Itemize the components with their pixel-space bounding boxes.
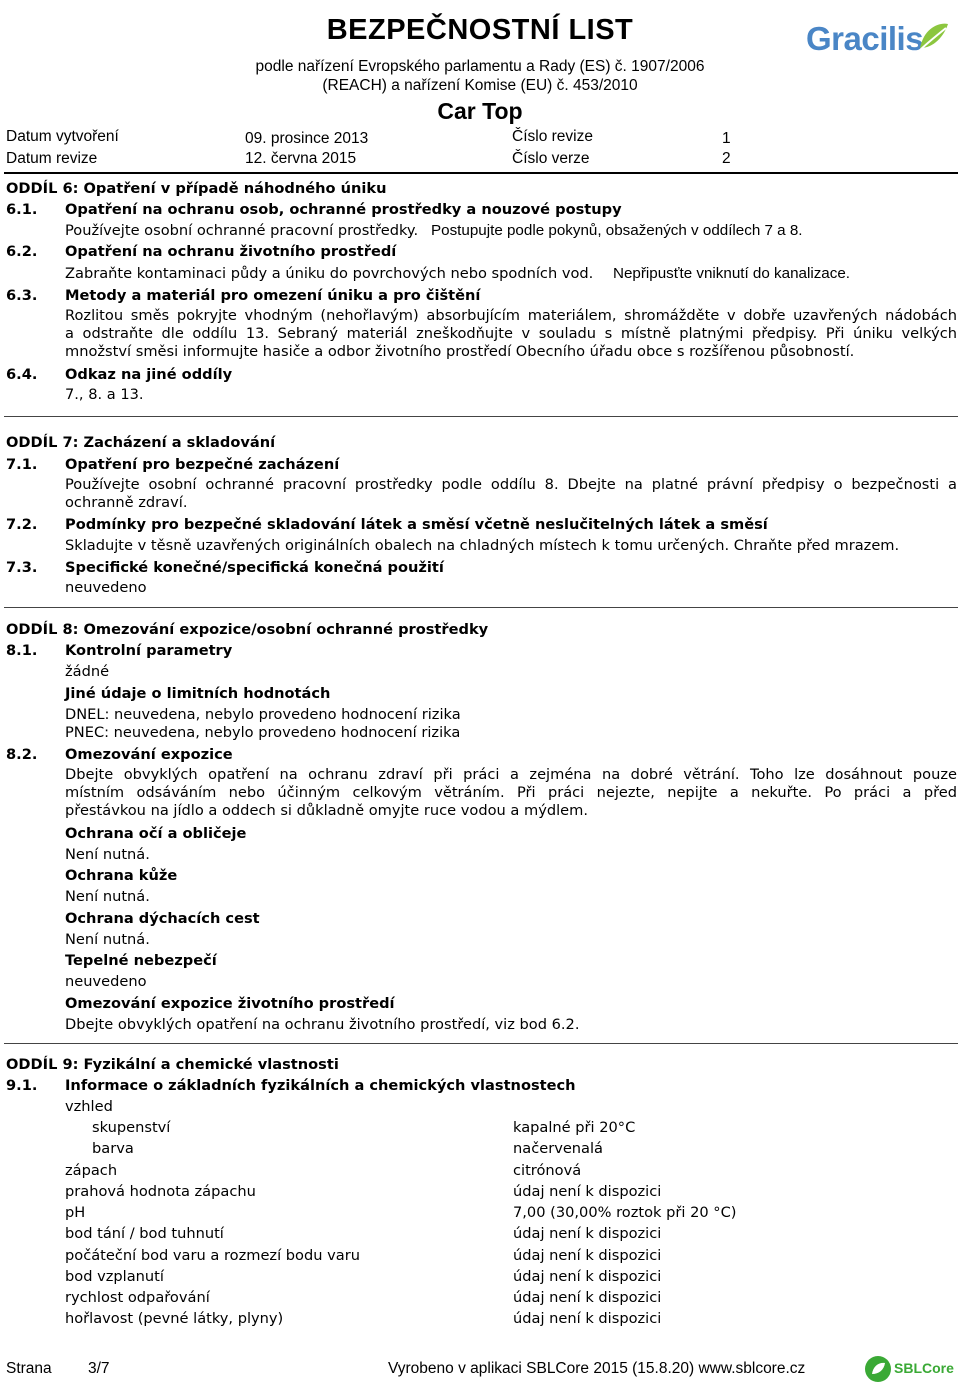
section-7-1-number: 7.1. — [6, 456, 38, 473]
page-number: 3/7 — [88, 1360, 110, 1377]
section-7-3-text: neuvedeno — [65, 579, 147, 596]
revised-label: Datum revize — [6, 150, 98, 167]
header-divider — [4, 172, 958, 174]
section-8-1-number: 8.1. — [6, 642, 38, 659]
thermal-hazard-heading: Tepelné nebezpečí — [65, 952, 217, 969]
property-value: údaj není k dispozici — [513, 1310, 662, 1327]
version-label: Číslo verze — [512, 150, 590, 167]
section-6-2-number: 6.2. — [6, 243, 38, 260]
section-8-2-text-b: místním odsáváním nebo účinným celkovým větráním. Při práci nejezte, nepijte a nekuřte. Po práci a před — [65, 784, 957, 801]
section-6-1-number: 6.1. — [6, 201, 38, 218]
skin-protection-heading: Ochrana kůže — [65, 867, 178, 884]
property-value: údaj není k dispozici — [513, 1225, 662, 1242]
appearance-label: vzhled — [65, 1098, 113, 1115]
thermal-hazard-text: neuvedeno — [65, 973, 147, 990]
gracilis-logo-text: Gracilis — [806, 20, 924, 57]
section-8-2-text-a: Dbejte obvyklých opatření na ochranu zdraví při práci a zejména na dobré větrání. Toho lze dosáhnout pouze — [65, 766, 957, 783]
created-value: 09. prosince 2013 — [245, 130, 369, 147]
generator-note: Vyrobeno v aplikaci SBLCore 2015 (15.8.20) www.sblcore.cz — [388, 1360, 806, 1377]
section-6-1-text-a: Používejte osobní ochranné pracovní prostředky. — [65, 222, 419, 239]
section-7-2-text: Skladujte v těsně uzavřených originálních obalech na chladných místech k tomu určených. Chraňte před mrazem. — [65, 537, 900, 554]
property-value: údaj není k dispozici — [513, 1183, 662, 1200]
section-6-3-number: 6.3. — [6, 287, 38, 304]
section-6-1-text-b: Postupujte podle pokynů, obsažených v oddílech 7 a 8. — [431, 222, 803, 239]
version-value: 2 — [722, 150, 731, 167]
property-value: 7,00 (30,00% roztok při 20 °C) — [513, 1204, 737, 1221]
section-7-2-heading: Podmínky pro bezpečné skladování látek a směsí včetně neslučitelných látek a směsí — [65, 516, 768, 533]
section-6-2-text-b: Nepřipusťte vniknutí do kanalizace. — [613, 265, 851, 282]
section-7-3-number: 7.3. — [6, 559, 38, 576]
property-value: údaj není k dispozici — [513, 1247, 662, 1264]
respiratory-protection-heading: Ochrana dýchacích cest — [65, 910, 260, 927]
revision-number-value: 1 — [722, 130, 731, 147]
revised-value: 12. června 2015 — [245, 150, 357, 167]
created-label: Datum vytvoření — [6, 128, 119, 145]
section-6-2-heading: Opatření na ochranu životního prostředí — [65, 243, 397, 260]
document-title: BEZPEČNOSTNÍ LIST — [326, 14, 634, 46]
eye-protection-text: Není nutná. — [65, 846, 150, 863]
property-value: kapalné při 20°C — [513, 1119, 636, 1136]
property-value: údaj není k dispozici — [513, 1289, 662, 1306]
property-value: citrónová — [513, 1162, 582, 1179]
page-label: Strana — [6, 1360, 52, 1377]
property-label: bod tání / bod tuhnutí — [65, 1225, 224, 1242]
section-6-3-text-a: Rozlitou směs pokryjte vhodným (nehořlavým) absorbujícím materiálem, shromážděte v dobře uzavřených nádobách — [65, 307, 957, 324]
sblcore-leaf-icon — [864, 1355, 892, 1383]
property-label: rychlost odpařování — [65, 1289, 210, 1306]
section-8-2-heading: Omezování expozice — [65, 746, 233, 763]
section-7-1-text-b: ochranně zdraví. — [65, 494, 188, 511]
section-9-title: ODDÍL 9: Fyzikální a chemické vlastnosti — [6, 1056, 339, 1073]
property-label: hořlavost (pevné látky, plyny) — [65, 1310, 284, 1327]
environmental-exposure-heading: Omezování expozice životního prostředí — [65, 995, 395, 1012]
eye-protection-heading: Ochrana očí a obličeje — [65, 825, 247, 842]
section-8-2-number: 8.2. — [6, 746, 38, 763]
section-6-3-text-c: množství směsi informujte hasiče a odbor životního prostředí Obecního úřadu obce s rozšířenou působností. — [65, 343, 855, 360]
section-9-1-number: 9.1. — [6, 1077, 38, 1094]
property-label: bod vzplanutí — [65, 1268, 164, 1285]
skin-protection-text: Není nutná. — [65, 888, 150, 905]
sblcore-logo — [864, 1354, 958, 1384]
product-name: Car Top — [437, 98, 523, 124]
limit-values-heading: Jiné údaje o limitních hodnotách — [65, 685, 331, 702]
property-label: prahová hodnota zápachu — [65, 1183, 256, 1200]
section-6-4-text: 7., 8. a 13. — [65, 386, 144, 403]
property-label: pH — [65, 1204, 86, 1221]
section-7-3-heading: Specifické konečné/specifická konečná použití — [65, 559, 444, 576]
sblcore-logo-text: SBLCore — [894, 1360, 954, 1376]
section-7-title: ODDÍL 7: Zacházení a skladování — [6, 434, 276, 451]
property-label: skupenství — [92, 1119, 171, 1136]
regulation-line-1: podle nařízení Evropského parlamentu a Rady (ES) č. 1907/2006 — [255, 58, 705, 75]
gracilis-leaf-icon — [914, 18, 954, 58]
property-label: počáteční bod varu a rozmezí bodu varu — [65, 1247, 360, 1264]
property-label: zápach — [65, 1162, 118, 1179]
section-6-3-text-b: a odstraňte dle oddílu 13. Sebraný materiál zneškodňujte v souladu s místně platnými předpisy. Při úniku velkých — [65, 325, 957, 342]
section-9-1-heading: Informace o základních fyzikálních a chemických vlastnostech — [65, 1077, 576, 1094]
section-6-2-text-a: Zabraňte kontaminaci půdy a úniku do povrchových nebo spodních vod. — [65, 265, 594, 282]
section-8-1-text: žádné — [65, 663, 110, 680]
environmental-exposure-text: Dbejte obvyklých opatření na ochranu životního prostředí, viz bod 6.2. — [65, 1016, 580, 1033]
section-6-title: ODDÍL 6: Opatření v případě náhodného úniku — [6, 180, 387, 197]
section-7-1-text-a: Používejte osobní ochranné pracovní prostředky podle oddílu 8. Dbejte na platné právní předpisy o bezpečnosti a — [65, 476, 957, 493]
section-8-2-text-c: přestávkou na jídlo a oddech si důkladně omyjte ruce vodou a mýdlem. — [65, 802, 589, 819]
section-8-title: ODDÍL 8: Omezování expozice/osobní ochranné prostředky — [6, 621, 489, 638]
section-7-1-heading: Opatření pro bezpečné zacházení — [65, 456, 340, 473]
section-divider — [4, 607, 958, 608]
section-8-1-heading: Kontrolní parametry — [65, 642, 233, 659]
property-value: načervenalá — [513, 1140, 603, 1157]
property-value: údaj není k dispozici — [513, 1268, 662, 1285]
section-divider — [4, 416, 958, 417]
respiratory-protection-text: Není nutná. — [65, 931, 150, 948]
section-6-1-heading: Opatření na ochranu osob, ochranné prostředky a nouzové postupy — [65, 201, 622, 218]
section-6-4-number: 6.4. — [6, 366, 38, 383]
pnec-text: PNEC: neuvedena, nebylo provedeno hodnocení rizika — [65, 724, 461, 741]
regulation-line-2: (REACH) a nařízení Komise (EU) č. 453/2010 — [322, 77, 638, 94]
section-6-4-heading: Odkaz na jiné oddíly — [65, 366, 233, 383]
section-divider — [4, 1043, 958, 1044]
dnel-text: DNEL: neuvedena, nebylo provedeno hodnocení rizika — [65, 706, 461, 723]
revision-number-label: Číslo revize — [512, 128, 593, 145]
section-7-2-number: 7.2. — [6, 516, 38, 533]
property-label: barva — [92, 1140, 134, 1157]
section-6-3-heading: Metody a materiál pro omezení úniku a pro čištění — [65, 287, 481, 304]
gracilis-logo — [806, 20, 956, 80]
